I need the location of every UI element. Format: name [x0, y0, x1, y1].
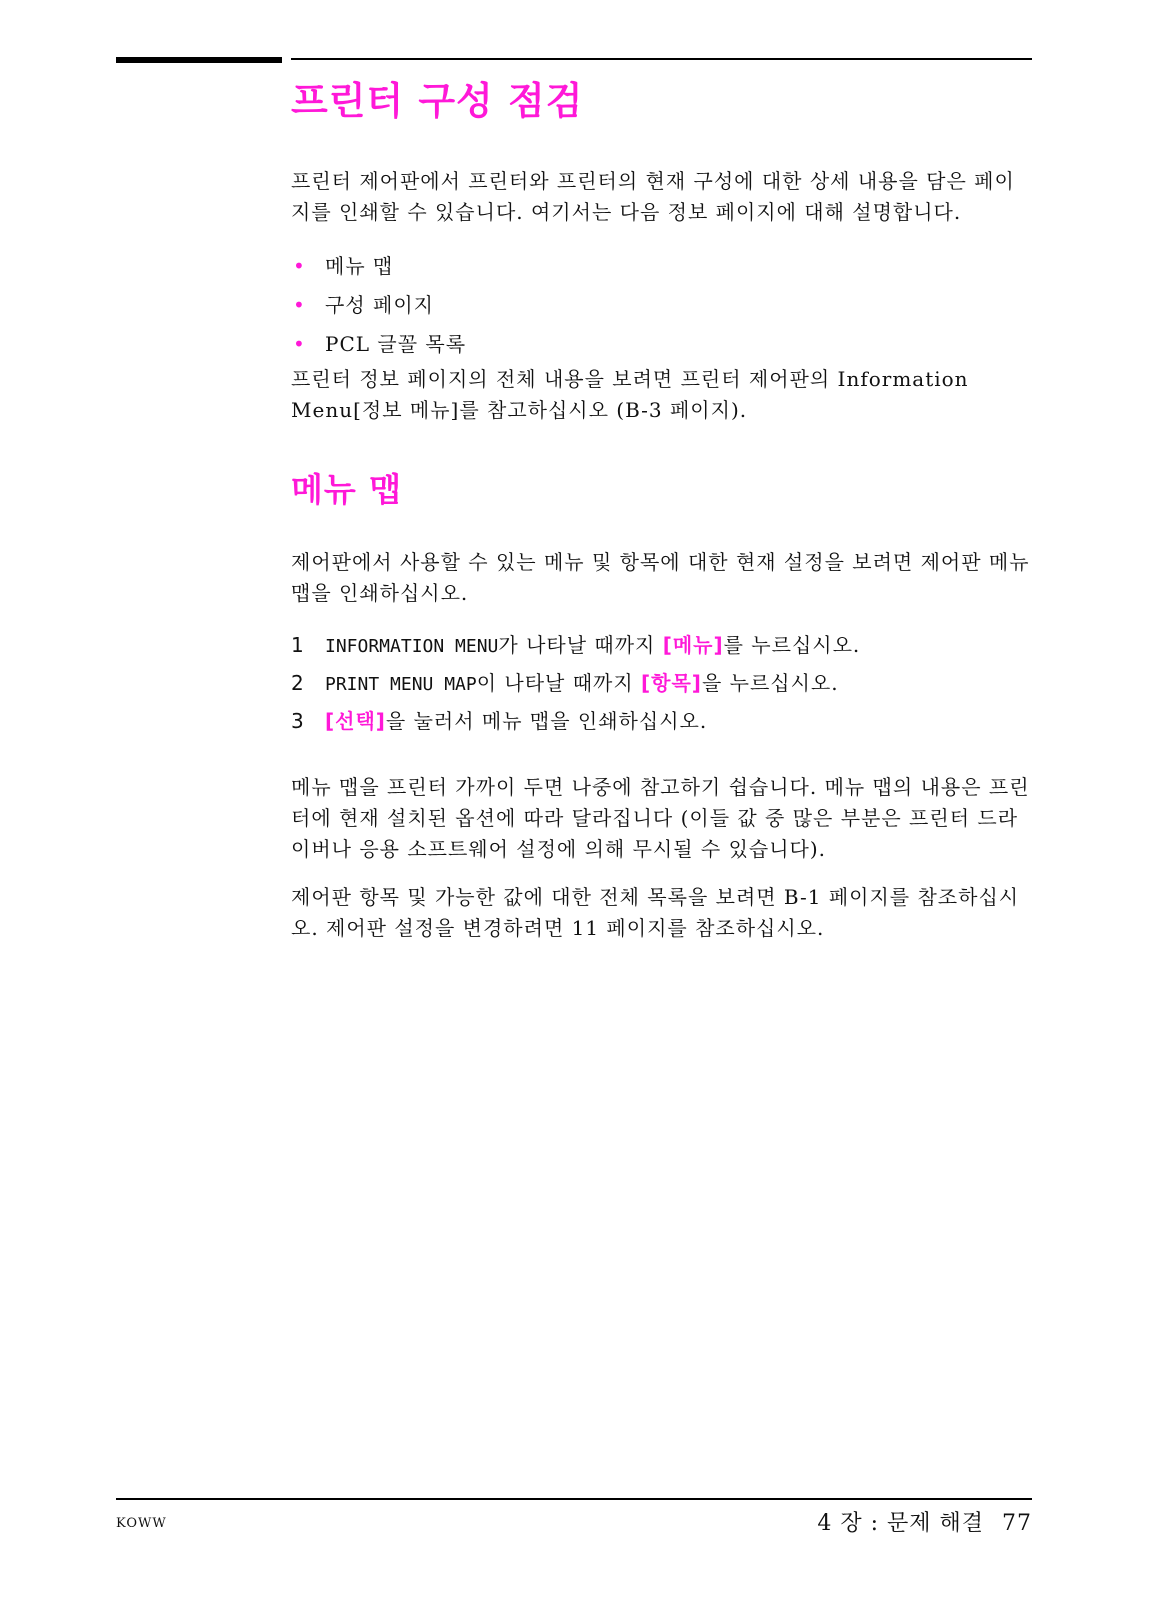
step-text: 이 나타날 때까지	[476, 671, 642, 695]
step-number: 3	[291, 709, 305, 733]
step-item	[291, 627, 1031, 665]
bullet-icon: •	[293, 254, 306, 278]
select-key-label: [선택]	[325, 709, 386, 733]
footer-chapter: 4 장 : 문제 해결	[817, 1511, 984, 1536]
header-rule-thin	[291, 58, 1032, 60]
step-item	[291, 665, 1031, 703]
info-paragraph: 프린터 정보 페이지의 전체 내용을 보려면 프린터 제어판의 Information Menu[정보 메뉴]를 참고하십시오 (B-3 페이지).	[291, 367, 969, 422]
list-item-label: PCL 글꼴 목록	[325, 332, 467, 356]
reference-note: 제어판 항목 및 가능한 값에 대한 전체 목록을 보려면 B-1 페이지를 참조하십시오. 제어판 설정을 변경하려면 11 페이지를 참조하십시오.	[291, 885, 1020, 940]
step-number: 1	[291, 633, 305, 657]
step-text: 가 나타날 때까지	[498, 633, 663, 657]
panel-display-text: INFORMATION MENU	[325, 636, 499, 657]
panel-display-text: PRINT MENU MAP	[325, 674, 477, 695]
bullet-icon: •	[293, 293, 306, 317]
step-text-end: 을 눌러서 메뉴 맵을 인쇄하십시오.	[385, 709, 708, 733]
list-item-label: 메뉴 맵	[325, 254, 394, 278]
step-text-end: 을 누르십시오.	[701, 671, 839, 695]
info-page-list	[291, 247, 1031, 364]
list-item-label: 구성 페이지	[325, 293, 434, 317]
menu-key-label: [메뉴]	[662, 633, 724, 657]
step-text-end: 를 누르십시오.	[723, 633, 861, 657]
list-item	[291, 325, 1031, 364]
step-number: 2	[291, 671, 305, 695]
footer-rule	[116, 1498, 1032, 1500]
steps-list	[291, 627, 1031, 740]
header-rule-thick	[116, 57, 282, 63]
footer-page-info	[807, 1506, 1032, 1537]
footer-locale-code: KOWW	[116, 1516, 167, 1531]
step-item	[291, 703, 1031, 740]
menu-map-note: 메뉴 맵을 프린터 가까이 두면 나중에 참고하기 쉽습니다. 메뉴 맵의 내용은 프린터에 현재 설치된 옵션에 따라 달라집니다 (이들 값 중 많은 부분은 프린터 드라이버나 응용 소프트웨어 설정에 의해 무시될 수 있습니다).	[291, 775, 1030, 861]
page-number: 77	[1002, 1511, 1032, 1536]
intro-paragraph: 프린터 제어판에서 프린터와 프린터의 현재 구성에 대한 상세 내용을 담은 페이지를 인쇄할 수 있습니다. 여기서는 다음 정보 페이지에 대해 설명합니다.	[291, 169, 1015, 224]
list-item	[291, 286, 1031, 325]
page-content	[291, 76, 1031, 944]
page-title: 프린터 구성 점검	[291, 79, 584, 123]
item-key-label: [항목]	[641, 671, 702, 695]
list-item	[291, 247, 1031, 286]
menu-map-intro: 제어판에서 사용할 수 있는 메뉴 및 항목에 대한 현재 설정을 보려면 제어판 메뉴 맵을 인쇄하십시오.	[291, 550, 1030, 605]
bullet-icon: •	[293, 332, 306, 356]
section-title-menu-map: 메뉴 맵	[291, 470, 403, 509]
